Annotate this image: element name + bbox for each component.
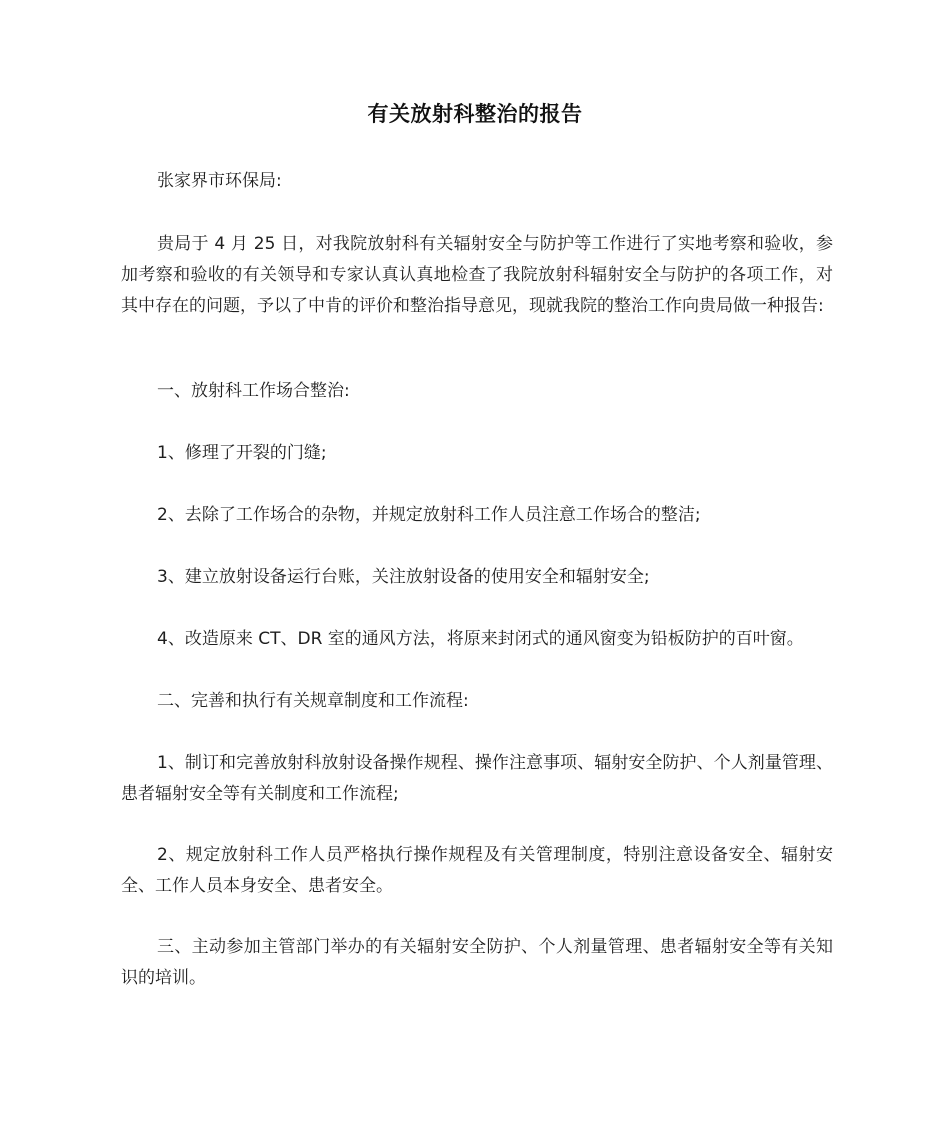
section-1-item-1: 1、修理了开裂的门缝; — [157, 443, 327, 463]
section-2-heading: 二、完善和执行有关规章制度和工作流程: — [157, 691, 469, 711]
section-1-heading: 一、放射科工作场合整治: — [157, 381, 350, 401]
section-1-item-4: 4、改造原来 CT、DR 室的通风方法，将原来封闭式的通风窗变为铅板防护的百叶窗。 — [157, 629, 804, 649]
section-2-item-2: 2、规定放射科工作人员严格执行操作规程及有关管理制度，特别注意设备安全、辐射安全、工作人员本身安全、患者安全。 — [121, 845, 833, 896]
document-title: 有关放射科整治的报告 — [367, 102, 583, 126]
salutation: 张家界市环保局: — [157, 171, 282, 191]
section-3-heading: 三、主动参加主管部门举办的有关辐射安全防护、个人剂量管理、患者辐射安全等有关知识的培训。 — [121, 937, 833, 988]
section-1-item-2: 2、去除了工作场合的杂物，并规定放射科工作人员注意工作场合的整洁; — [157, 505, 701, 525]
section-2-item-1: 1、制订和完善放射科放射设备操作规程、操作注意事项、辐射安全防护、个人剂量管理、患者辐射安全等有关制度和工作流程; — [121, 753, 833, 804]
section-1-item-3: 3、建立放射设备运行台账，关注放射设备的使用安全和辐射安全; — [157, 567, 650, 587]
intro-paragraph: 贵局于 4 月 25 日，对我院放射科有关辐射安全与防护等工作进行了实地考察和验收，参加考察和验收的有关领导和专家认真认真地检查了我院放射科辐射安全与防护的各项工作，对其中存在的问题，予以了中肯的评价和整治指导意见，现就我院的整治工作向贵局做一种报告: — [121, 234, 833, 316]
